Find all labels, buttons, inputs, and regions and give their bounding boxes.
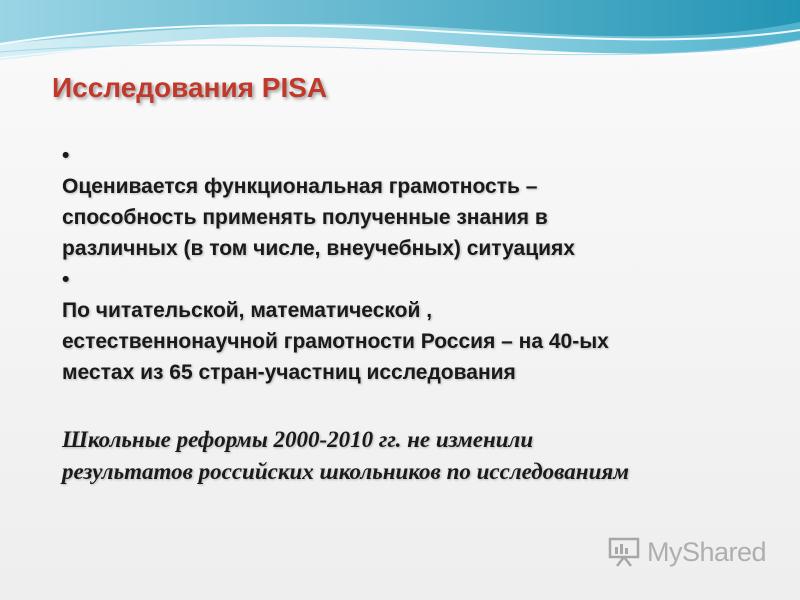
conclusion-line: результатов российских школьников по исследованиям [62, 459, 629, 484]
bullet-text: По читательской, математической , [62, 299, 433, 322]
bullet-functional-literacy [62, 140, 762, 264]
conclusion-line: Школьные реформы 2000-2010 гг. не изменили [62, 427, 534, 452]
bullet-line [62, 264, 762, 326]
bullet-text: Оценивается функциональная грамотность – [62, 175, 538, 198]
watermark-text: MyShared [647, 536, 767, 567]
presentation-board-icon [607, 536, 641, 568]
bullet-line: способность применять полученные знания в [62, 206, 548, 229]
bullet-line [62, 140, 762, 202]
bullet-line: естественнонаучной грамотности Россия – на 40-ых [62, 330, 609, 353]
myshared-watermark [607, 536, 766, 568]
bullet-marker: • [62, 268, 70, 291]
bullet-marker: • [62, 144, 70, 167]
bullet-russia-ranking [62, 264, 762, 388]
bullet-line: различных (в том числе, внеучебных) ситуациях [62, 237, 575, 260]
conclusion-text [62, 424, 762, 488]
bullet-line: местах из 65 стран-участниц исследования [62, 361, 516, 384]
slide-title: Исследования PISA [52, 72, 328, 103]
